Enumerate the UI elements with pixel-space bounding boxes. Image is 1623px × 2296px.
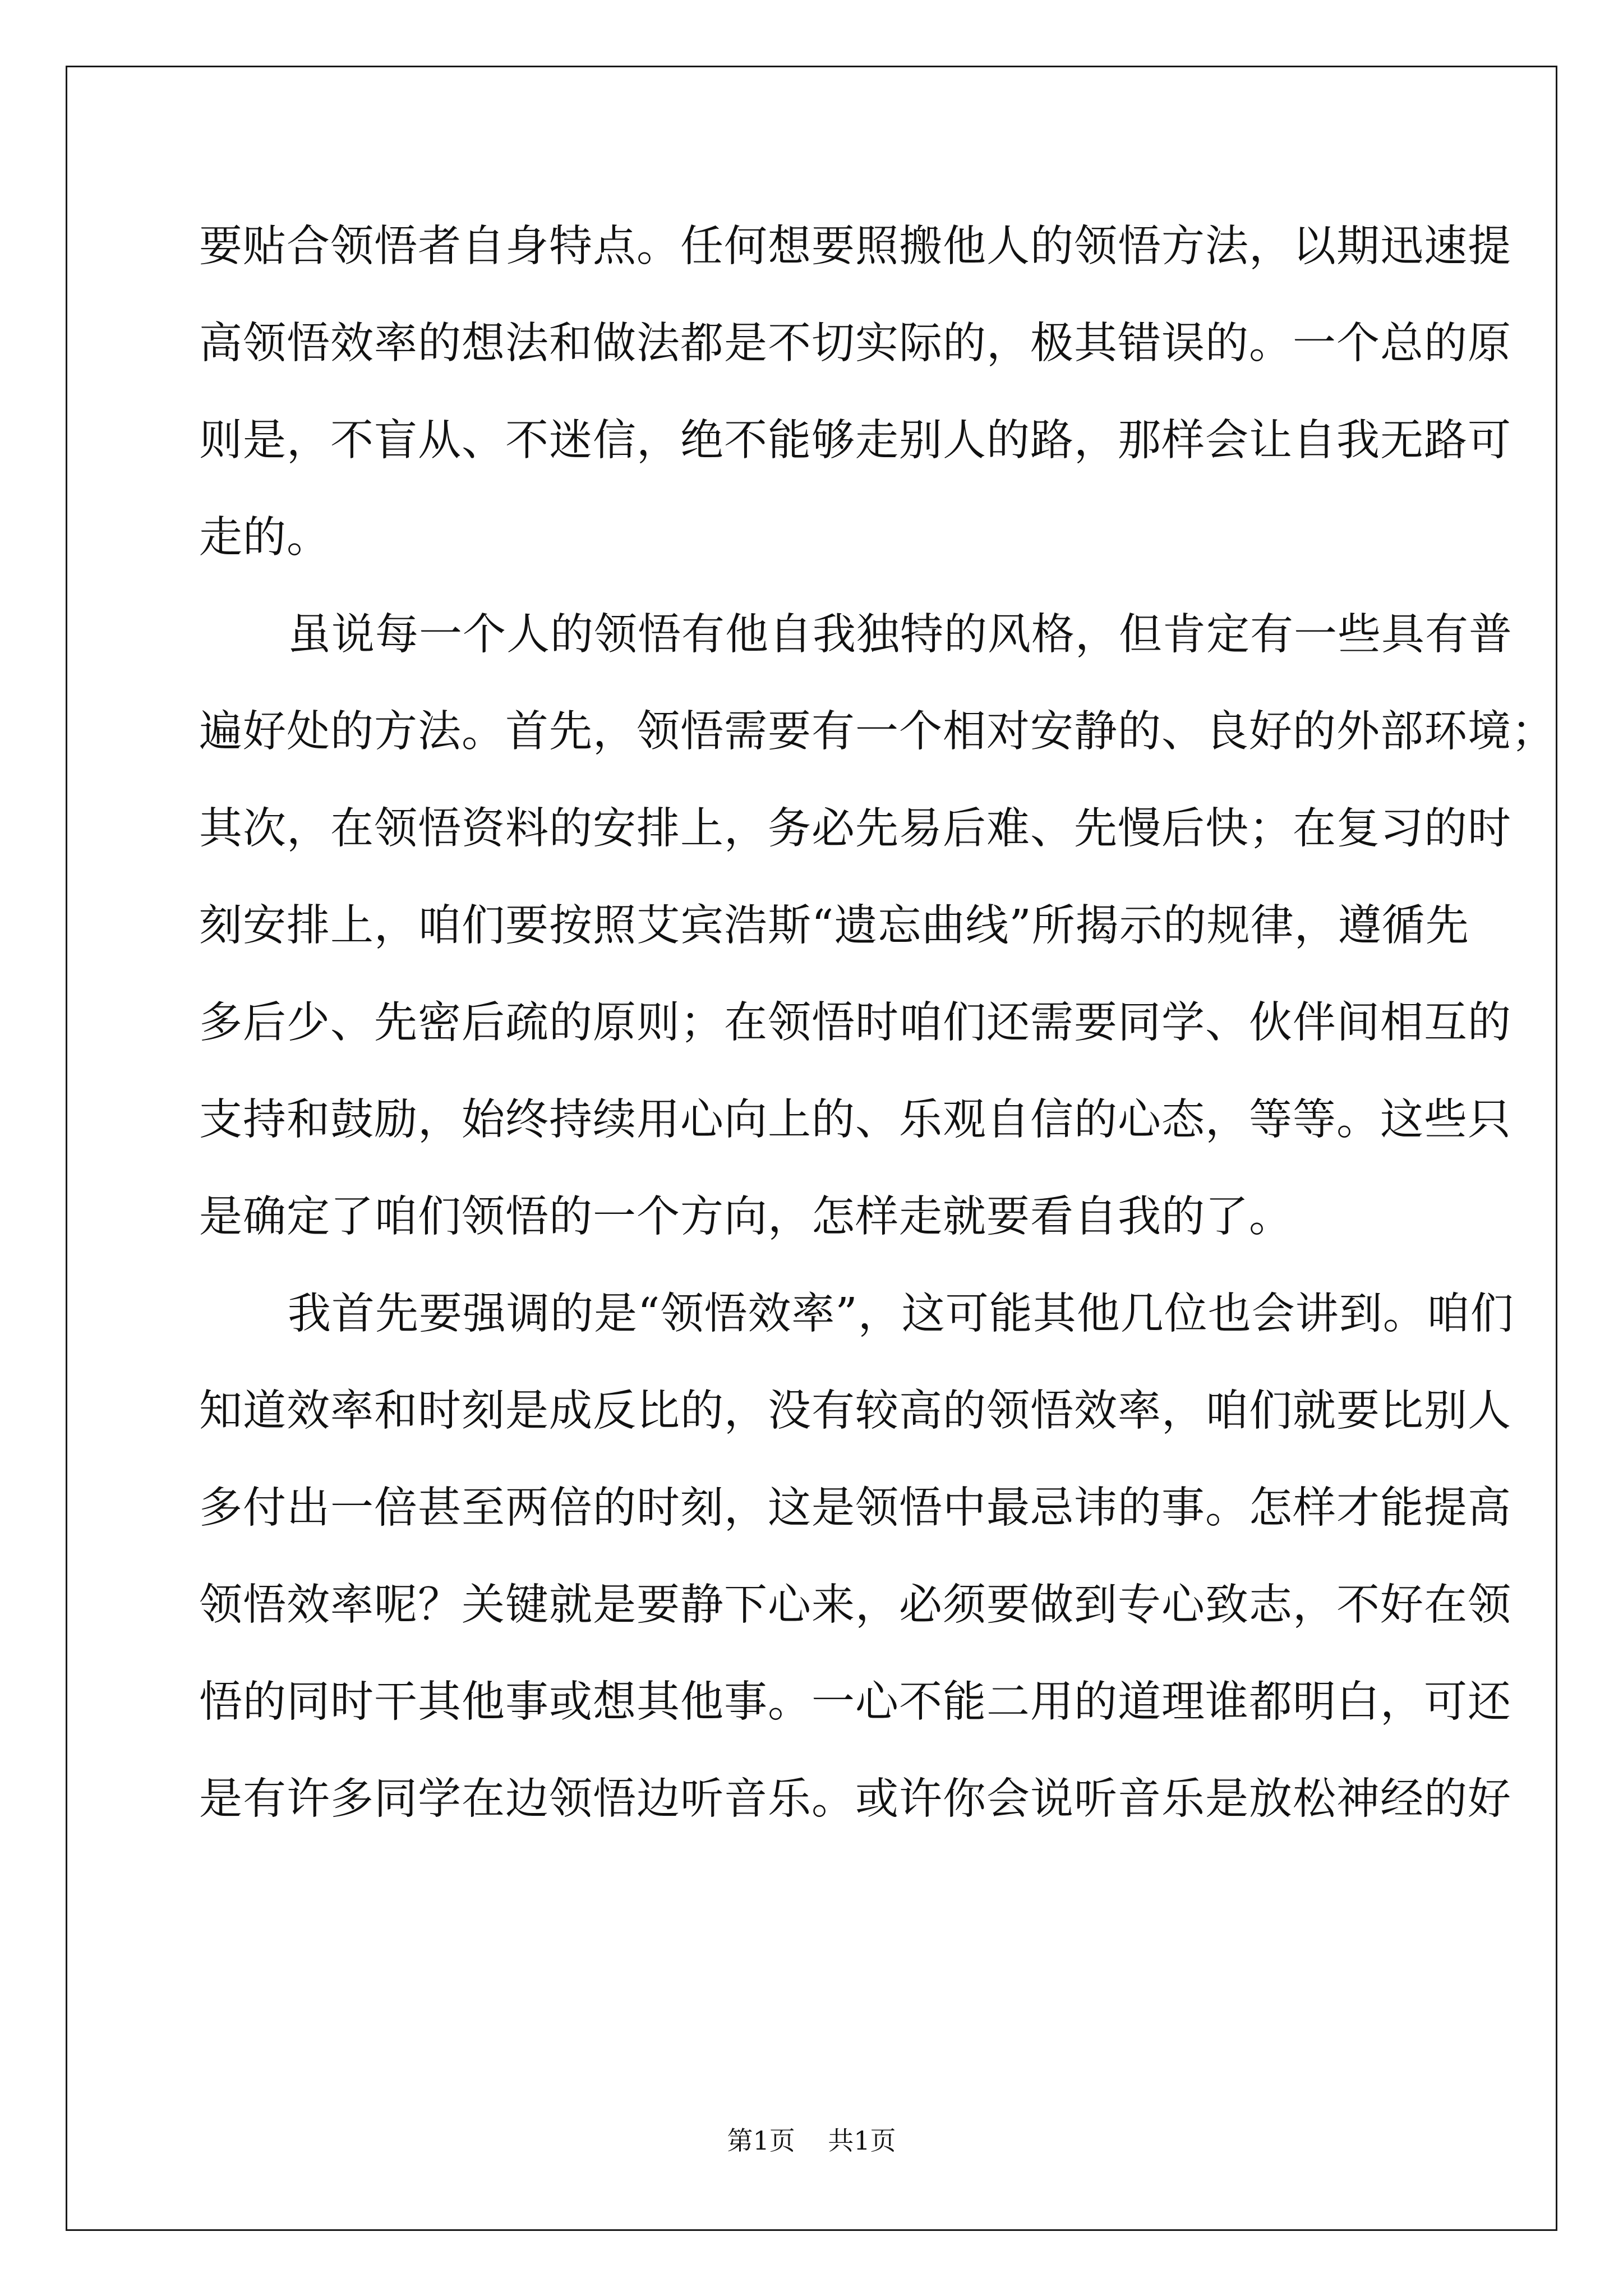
document-body — [199, 213, 1555, 1863]
text-line: 走的。 — [199, 513, 330, 563]
text-line: 高领悟效率的想法和做法都是不切实际的，极其错误的。一个总的原 — [199, 319, 1511, 369]
text-line: 知道效率和时刻是成反比的，没有较高的领悟效率，咱们就要比别人 — [199, 1386, 1511, 1436]
text-line: 遍好处的方法。首先，领悟需要有一个相对安静的、良好的外部环境； — [199, 707, 1555, 757]
page-total: 共1页 — [828, 2125, 896, 2156]
paragraph-start-line: 我首先要强调的是“领悟效率”，这可能其他几位也会讲到。咱们 — [288, 1289, 1514, 1339]
text-line: 领悟效率呢？关键就是要静下心来，必须要做到专心致志，不好在领 — [199, 1580, 1511, 1630]
text-line: 多后少、先密后疏的原则；在领悟时咱们还需要同学、伙伴间相互的 — [199, 998, 1511, 1048]
text-line: 则是，不盲从、不迷信，绝不能够走别人的路，那样会让自我无路可 — [199, 416, 1511, 466]
text-line: 刻安排上，咱们要按照艾宾浩斯“遗忘曲线”所揭示的规律，遵循先 — [199, 901, 1469, 951]
text-line: 其次，在领悟资料的安排上，务必先易后难、先慢后快；在复习的时 — [199, 804, 1511, 854]
text-line: 多付出一倍甚至两倍的时刻，这是领悟中最忌讳的事。怎样才能提高 — [199, 1483, 1511, 1533]
paragraph-start-line: 虽说每一个人的领悟有他自我独特的风格，但肯定有一些具有普 — [288, 610, 1513, 660]
text-line: 是确定了咱们领悟的一个方向，怎样走就要看自我的了。 — [199, 1192, 1293, 1242]
page-number: 第1页 — [727, 2125, 795, 2156]
text-line: 悟的同时干其他事或想其他事。一心不能二用的道理谁都明白，可还 — [199, 1677, 1511, 1727]
text-line: 是有许多同学在边领悟边听音乐。或许你会说听音乐是放松神经的好 — [199, 1774, 1511, 1824]
text-line: 支持和鼓励，始终持续用心向上的、乐观自信的心态，等等。这些只 — [199, 1095, 1511, 1145]
text-line: 要贴合领悟者自身特点。任何想要照搬他人的领悟方法，以期迅速提 — [199, 222, 1511, 272]
page-footer — [0, 2120, 1623, 2157]
